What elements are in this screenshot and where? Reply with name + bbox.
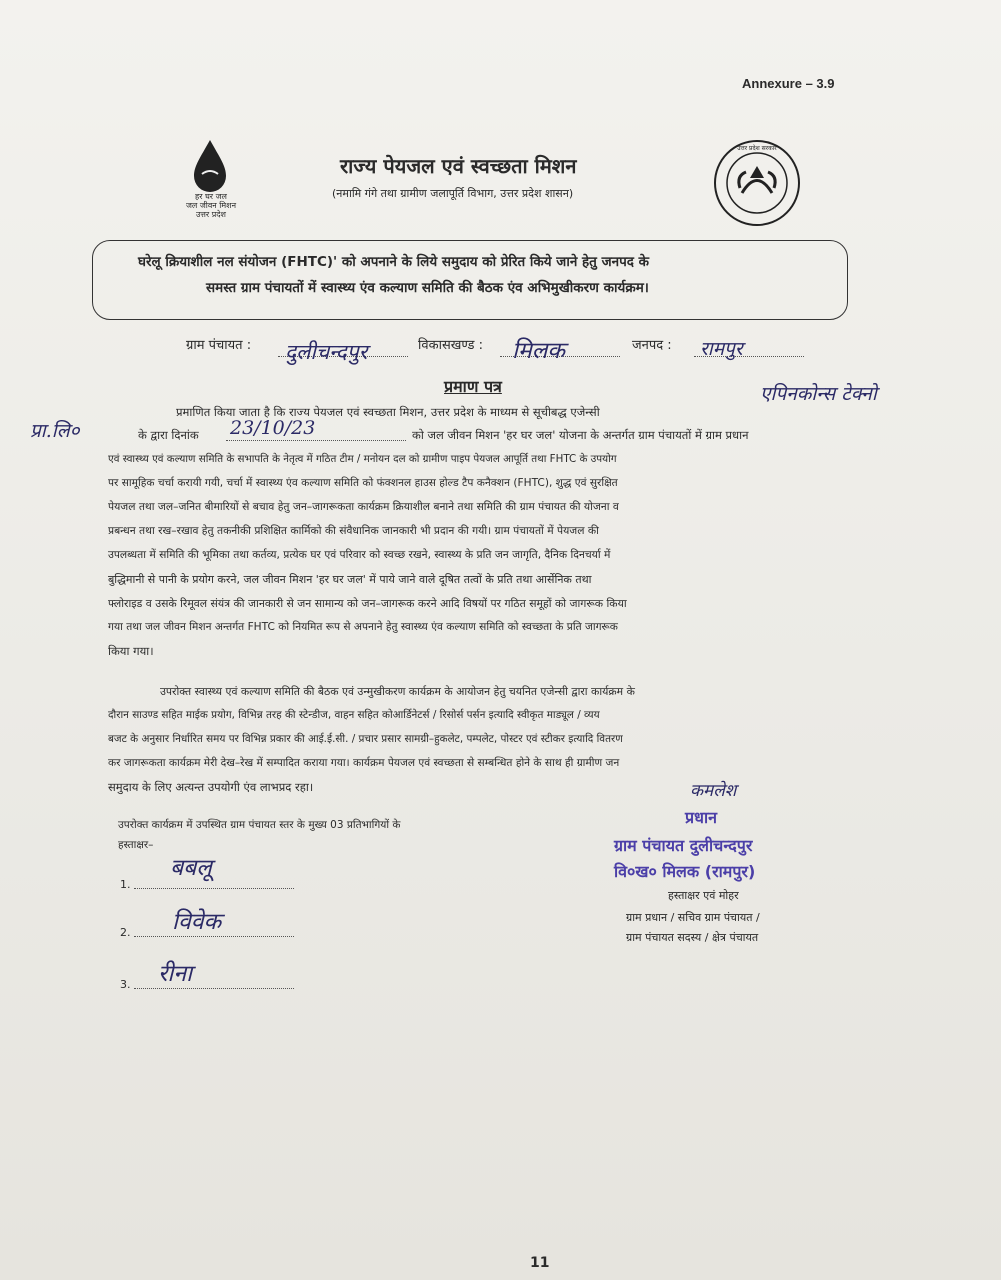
page-subtitle: (नमामि गंगे तथा ग्रामीण जलापूर्ति विभाग, उत्तर प्रदेश शासन) — [332, 187, 574, 200]
para1-line: फ्लोराइड व उसके रिमूवल संयंत्र की जानकारी से जन सामान्य को जन–जागरूक करने आदि विषयों पर गठित समूहों को जागरूक किया — [108, 597, 627, 610]
para1-line: को जल जीवन मिशन 'हर घर जल' योजना के अन्तर्गत ग्राम पंचायतों में ग्राम प्रधान — [412, 428, 749, 442]
para1-line: के द्वारा दिनांक — [138, 428, 199, 442]
sign-caption: ग्राम प्रधान / सचिव ग्राम पंचायत / — [626, 911, 760, 924]
stamp-block: वि०ख० मिलक (रामपुर) — [614, 862, 756, 881]
para1-line: उपलब्धता में समिति की भूमिका तथा कर्तव्य, प्रत्येक घर एवं परिवार को स्वच्छ रखने, स्वास्थ्य के प्रति जन जागृति, दैनिक दिनचर्या में — [108, 548, 611, 561]
emblem-icon — [712, 138, 802, 228]
seal-text: उत्तर प्रदेश सरकार — [737, 145, 777, 152]
attendee-sign-line — [134, 988, 294, 989]
attendee-number: 1. — [120, 878, 131, 891]
agency-short-handwritten: प्रा.लि० — [30, 420, 80, 442]
para1-line: पर सामूहिक चर्चा करायी गयी, चर्चा में स्वास्थ्य एंव कल्याण समिति को फंक्शनल हाउस होल्ड टैप कनैक्शन (FHTC), शुद्ध एवं सुरक्षित — [108, 477, 618, 489]
annexure-label: Annexure – 3.9 — [742, 76, 835, 91]
para1-line: बुद्धिमानी से पानी के प्रयोग करने, जल जीवन मिशन 'हर घर जल' में पाये जाने वाले दूषित तत्वों के प्रति तथा आर्सेनिक तथा — [108, 573, 592, 586]
attendee-signature: बबलू — [170, 855, 212, 881]
agency-name-handwritten: एपिनकोन्स टेक्नो — [760, 383, 877, 405]
para2-line: उपरोक्त स्वास्थ्य एवं कल्याण समिति की बैठक एवं उन्मुखीकरण कार्यक्रम के आयोजन हेतु चयनित एजेन्सी द्वारा कार्यक्रम के — [160, 685, 635, 698]
logo-text-line3: उत्तर प्रदेश — [196, 210, 226, 219]
para2-line: कर जागरूकता कार्यक्रम मेरी देख–रेख में सम्पादित कराया गया। कार्यक्रम पेयजल एवं स्वच्छता से सम्बन्धित होने के साथ ही ग्रामीण जन — [108, 757, 620, 769]
para1-line: पेयजल तथा जल–जनित बीमारियों से बचाव हेतु जन–जागरूकता कार्यक्रम क्रियाशील बनाने तथा समिति की ग्राम पंचायत की योजना व — [108, 500, 619, 513]
logo-text-line1: हर घर जल — [195, 192, 227, 201]
certificate-heading: प्रमाण पत्र — [444, 377, 502, 396]
stamp-title: प्रधान — [685, 808, 717, 827]
district-label: जनपद : — [632, 338, 672, 353]
para2-line: समुदाय के लिए अत्यन्त उपयोगी एंव लाभप्रद रहा। — [108, 780, 314, 794]
attendees-label: हस्ताक्षर– — [118, 839, 154, 851]
para1-line: किया गया। — [108, 644, 154, 658]
page-number: 11 — [530, 1255, 550, 1271]
gram-panchayat-label: ग्राम पंचायत : — [186, 338, 252, 353]
logo-text-line2: जल जीवन मिशन — [185, 201, 237, 210]
block-label: विकासखण्ड : — [418, 338, 484, 353]
page-title: राज्य पेयजल एवं स्वच्छता मिशन — [340, 154, 577, 178]
attendee-sign-line — [134, 888, 294, 889]
sign-caption: ग्राम पंचायत सदस्य / क्षेत्र पंचायत — [626, 931, 759, 944]
up-government-seal — [712, 138, 802, 228]
attendee-number: 3. — [120, 978, 131, 991]
banner-line-2: समस्त ग्राम पंचायतों में स्वास्थ्य एंव कल्याण समिति की बैठक एंव अभिमुखीकरण कार्यक्रम। — [206, 280, 649, 296]
date-underline — [226, 440, 406, 441]
para1-line: एवं स्वास्थ्य एवं कल्याण समिति के सभापति के नेतृत्व में गठित टीम / मनोयन दल को ग्रामीण पाइप पेयजल आपूर्ति तथा FHTC के उपयोग — [108, 453, 617, 465]
para1-line: गया तथा जल जीवन मिशन अन्तर्गत FHTC को नियमित रूप से अपनाने हेतु स्वास्थ्य एंव कल्याण समिति को स्वच्छता के प्रति जागरूक — [108, 621, 618, 633]
block-value: मिलक — [512, 338, 565, 364]
attendee-number: 2. — [120, 926, 131, 939]
pradhan-initials: कमलेश — [690, 781, 737, 801]
date-handwritten: 23/10/23 — [230, 417, 316, 439]
para2-line: दौरान साउण्ड सहित माईक प्रयोग, विभिन्न तरह की स्टेन्डीज, वाहन सहित कोआर्डिनेटर्स / रिसोर्स पर्सन इत्यादि स्वीकृत माड्यूल / व्यय — [108, 709, 600, 721]
para2-line: बजट के अनुसार निर्धारित समय पर विभिन्न प्रकार की आई.ई.सी. / प्रचार प्रसार सामग्री–हुकलेट, पम्पलेट, पोस्टर एवं स्टीकर इत्यादि वितरण — [108, 733, 623, 745]
sign-caption: हस्ताक्षर एवं मोहर — [668, 889, 739, 902]
district-value: रामपुर — [700, 338, 743, 360]
attendee-sign-line — [134, 936, 294, 937]
banner-line-1: घरेलू क्रियाशील नल संयोजन (FHTC)' को अपनाने के लिये समुदाय को प्रेरित किये जाने हेतु जनपद के — [138, 254, 649, 270]
jal-jeevan-mission-logo — [160, 138, 260, 218]
para1-line: प्रमाणित किया जाता है कि राज्य पेयजल एवं स्वच्छता मिशन, उत्तर प्रदेश के माध्यम से सूचीबद्ध एजेन्सी — [176, 405, 600, 419]
stamp-panchayat: ग्राम पंचायत दुलीचन्दपुर — [614, 836, 753, 855]
attendee-signature: विवेक — [172, 909, 222, 935]
attendees-intro: उपरोक्त कार्यक्रम में उपस्थित ग्राम पंचायत स्तर के मुख्य 03 प्रतिभागियों के — [118, 819, 401, 831]
attendee-signature: रीना — [158, 961, 193, 987]
gram-panchayat-value: दुलीचन्दपुर — [285, 340, 368, 364]
para1-line: प्रबन्धन तथा रख–रखाव हेतु तकनीकी प्रशिक्षित कार्मिको की संवैधानिक जानकारी भी प्रदान की गयी। ग्राम पंचायतों में पेयजल की — [108, 524, 599, 537]
